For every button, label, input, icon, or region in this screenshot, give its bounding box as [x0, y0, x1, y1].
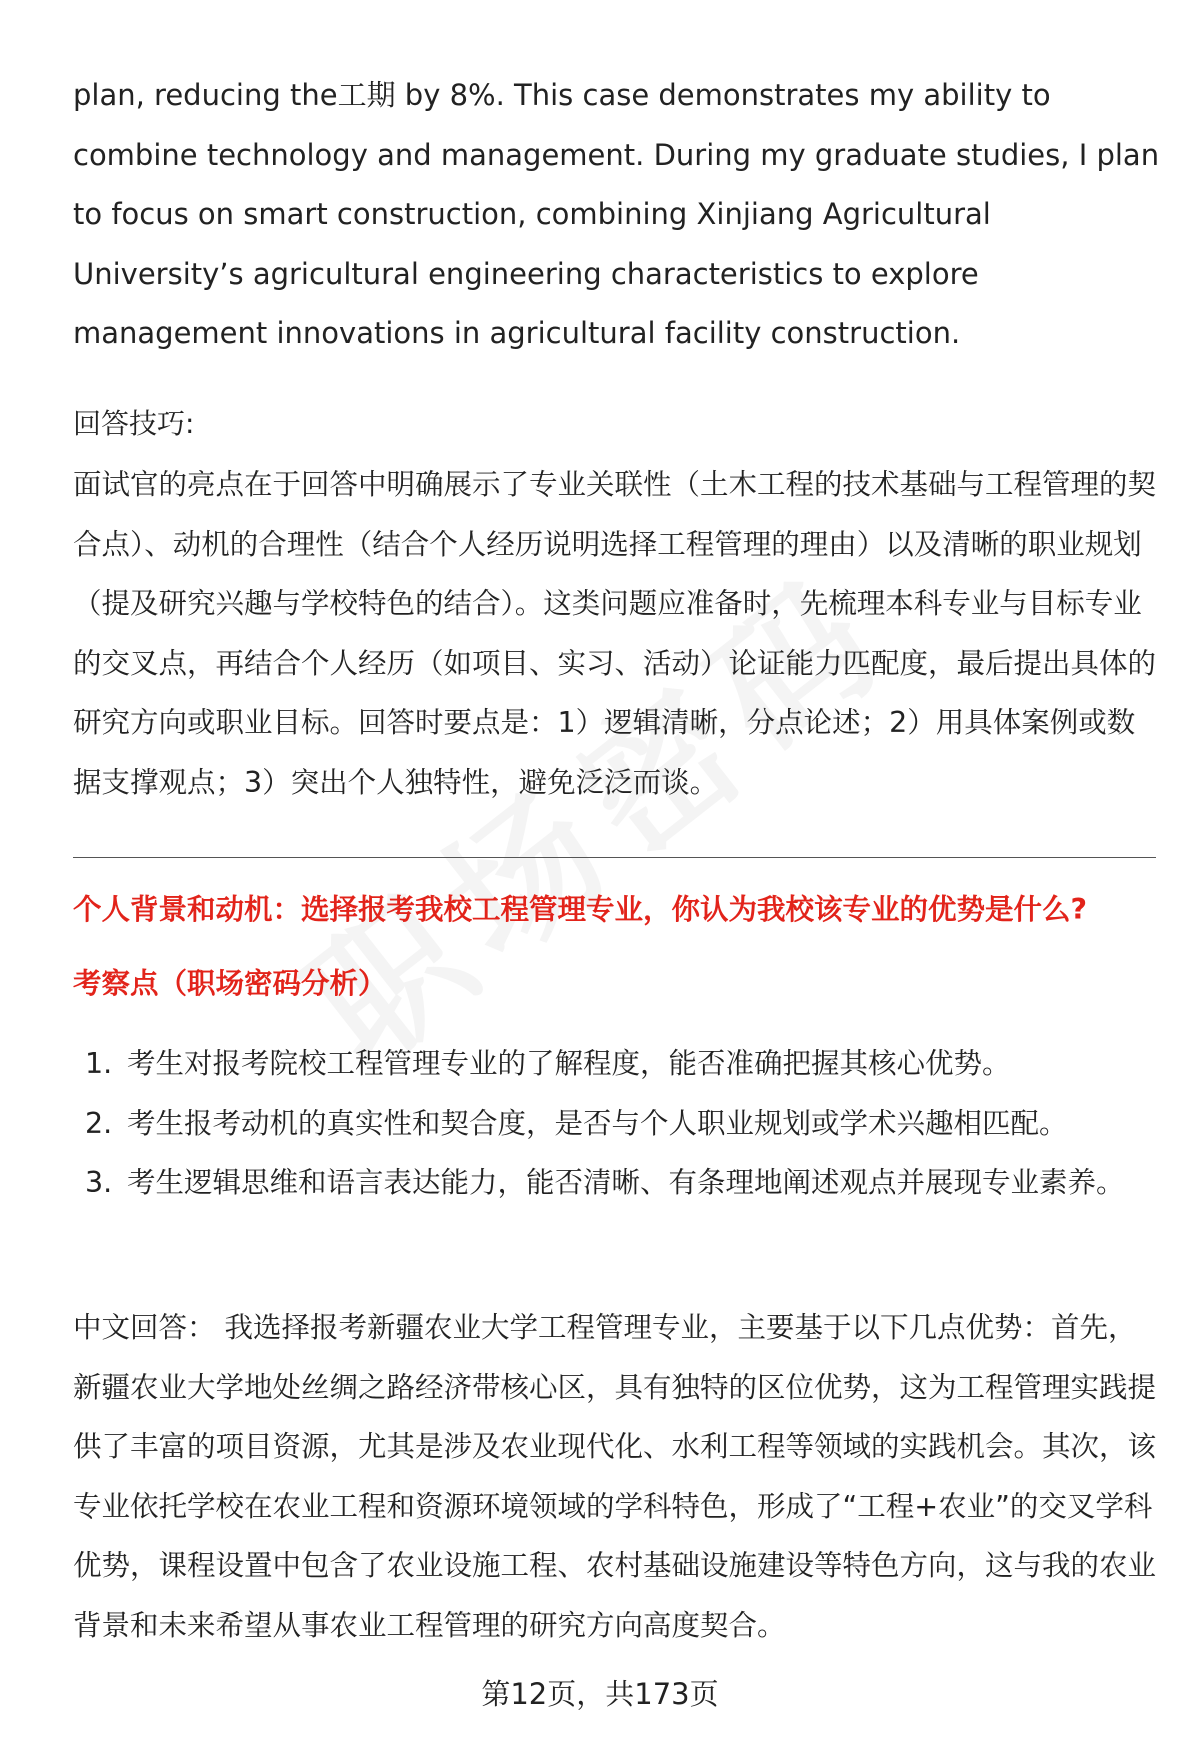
list-item — [73, 1034, 1163, 1094]
section-divider — [73, 857, 1156, 858]
answer-tips-label: 回答技巧: — [73, 407, 195, 440]
list-item — [73, 1153, 1163, 1213]
list-item-text: 考生对报考院校工程管理专业的了解程度，能否准确把握其核心优势。 — [127, 1047, 1011, 1080]
english-answer-text: plan, reducing the工期 by 8%. This case demonstrates my ability to combine technology and management. During my graduate studies, I plan to focus on smart construction, combining Xinjiang Agricultural University’s agricultural engineering characteristics to explore management innovations in agricultural facility construction. — [73, 78, 1160, 350]
question-heading: 个人背景和动机：选择报考我校工程管理专业，你认为我校该专业的优势是什么? — [73, 893, 1088, 926]
list-item-number: 1. — [85, 1047, 113, 1080]
list-item-text: 考生逻辑思维和语言表达能力，能否清晰、有条理地阐述观点并展现专业素养。 — [127, 1166, 1125, 1199]
list-item — [73, 1094, 1163, 1154]
assessment-points-list — [73, 1034, 1163, 1213]
list-item-number: 3. — [85, 1166, 113, 1199]
page-number-footer: 第12页，共173页 — [481, 1677, 719, 1711]
list-item-number: 2. — [85, 1106, 113, 1140]
list-item-text: 考生报考动机的真实性和契合度，是否与个人职业规划或学术兴趣相匹配。 — [127, 1106, 1068, 1140]
answer-tips-body: 面试官的亮点在于回答中明确展示了专业关联性（土木工程的技术基础与工程管理的契合点）、动机的合理性（结合个人经历说明选择工程管理的理由）以及清晰的职业规划（提及研究兴趣与学校特色的结合）。这类问题应准备时，先梳理本科专业与目标专业的交叉点，再结合个人经历（如项目、实习、活动）论证能力匹配度，最后提出具体的研究方向或职业目标。回答时要点是：1）逻辑清晰，分点论述；2）用具体案例或数据支撑观点；3）突出个人独特性，避免泛泛而谈。 — [73, 468, 1157, 799]
english-answer-paragraph — [73, 66, 1163, 364]
chinese-answer-paragraph: 中文回答： 我选择报考新疆农业大学工程管理专业，主要基于以下几点优势：首先，新疆农业大学地处丝绸之路经济带核心区，具有独特的区位优势，这为工程管理实践提供了丰富的项目资源，尤其是涉及农业现代化、水利工程等领域的实践机会。其次，该专业依托学校在农业工程和资源环境领域的学科特色，形成了“工程+农业”的交叉学科优势，课程设置中包含了农业设施工程、农村基础设施建设等特色方向，这与我的农业背景和未来希望从事农业工程管理的研究方向高度契合。 — [73, 1311, 1157, 1642]
assessment-points-heading: 考察点（职场密码分析） — [73, 967, 387, 1000]
